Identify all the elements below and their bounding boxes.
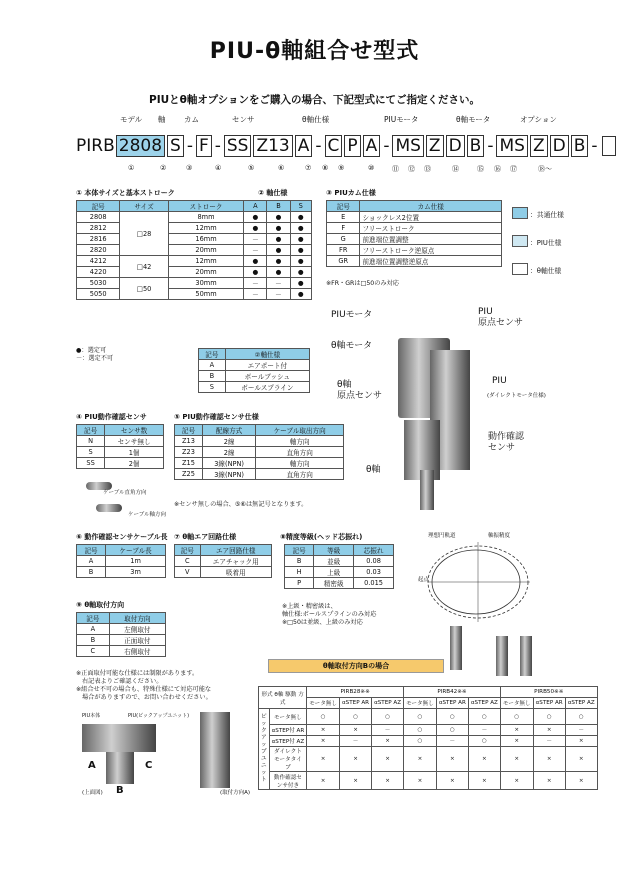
sec6-table: 記号 ケーブル長 A 1m B 3m bbox=[76, 544, 166, 578]
legend-photo-3 bbox=[520, 636, 532, 676]
runout-diagram bbox=[418, 530, 536, 626]
axis-spec-table: 記号 ②軸仕様 A エアポート付 B ボールブッシュ S ボールスプライン bbox=[198, 348, 310, 393]
sec8-title: ⑧精度等級(ヘッド芯振れ) bbox=[280, 533, 363, 541]
page-title: PIU-θ軸組合せ型式 bbox=[209, 39, 420, 64]
sec6-title: ⑥ 動作確認センサケーブル長 bbox=[76, 533, 168, 541]
sec9-notes: ※正面取付可能な仕様には制限があります。 右記表よりご確認ください。 ※組合せ不可の場合も、特殊仕様にて対応可能な 場合がありますので、お問い合わせください。 bbox=[76, 670, 212, 701]
sec1-title: ① 本体サイズと基本ストローク bbox=[76, 189, 175, 197]
subtitle: PIUとθ軸オプションをご購入の場合、下記型式にてご指定ください。 bbox=[149, 94, 480, 106]
sec-b-title: θ軸取付方向Bの場合 bbox=[268, 659, 444, 673]
sec-b-table: 形式 θ軸 駆動 方式 PIRB28※※ PIRB42※※ PIRB50※※ モータ無し αSTEP AR αSTEP AZ モータ無し αSTEP AR αSTEP AZ モータ無し αSTEP AR αSTEP AZ ピックアップユニット モータ無し ○ ○ ○ ○ ○ ○ ○ ○ ○ αSTEP付 AR × × － ○ ○ － × × － αSTEP付 AZ × － × ○ － ○ × － × ダイレクトモータタイプ × × × × × × × × × 動作確認センサ付き × × × × × × × × × bbox=[258, 686, 598, 790]
sec8-table: 記号 等級 芯振れ B 並級 0.08 H 上級 0.03 P 精密級 0.015 bbox=[284, 544, 394, 589]
legend-notes: ●：選定可 －：選定不可 bbox=[76, 347, 114, 362]
code-labels: モデル 軸 カム センサ θ軸仕様 PIUモータ θ軸モータ オプション bbox=[120, 115, 557, 124]
model-code: PIRB 2808 S - F - SS Z13 A - C P A - MS Z D B - MS Z D B - bbox=[76, 133, 616, 159]
option-box bbox=[602, 136, 616, 156]
sec7-table: 記号 エア回路仕様 C エアチャック用 V 吸着用 bbox=[174, 544, 272, 578]
legend-photo-2 bbox=[496, 636, 508, 676]
theta-shaft-image bbox=[420, 470, 434, 510]
sec3-table: 記号 カム仕様 E ショックレス2位置 F フリーストローク G 前進端位置調整 FR フリーストローク逆原点 GR 前進端位置調整逆原点 bbox=[326, 200, 502, 267]
legend-common bbox=[512, 207, 528, 219]
sec9-table: 記号 取付方向 A 左側取付 B 正面取付 C 右側取付 bbox=[76, 612, 166, 657]
sensor-image-2 bbox=[96, 504, 122, 512]
sec3-title: ③ PIUカム仕様 bbox=[326, 189, 376, 197]
mount-top-view bbox=[82, 724, 156, 752]
mount-bottom-view bbox=[106, 752, 134, 784]
legend-theta bbox=[512, 263, 528, 275]
sec5-table: 記号 配線方式 ケーブル取出方向 Z13 2線 軸方向 Z23 2線 直角方向 Z15 3線(NPN) 軸方向 Z25 3線(NPN) 直角方向 bbox=[174, 424, 344, 480]
sec4-title: ④ PIU動作確認センサ bbox=[76, 413, 147, 421]
circled-numbers: ① ② ③ ④ ⑤ ⑥ ⑦ ⑧ ⑨ ⑩ ⑪ ⑫ ⑬ ⑭ ⑮ ⑯ ⑰ ⑱～ bbox=[128, 164, 552, 173]
legend-photo-1 bbox=[450, 626, 462, 670]
sec2-title: ② 軸仕様 bbox=[258, 189, 288, 197]
sec5-title: ⑤ PIU動作確認センサ仕様 bbox=[174, 413, 259, 421]
sec9-title: ⑨ θ軸取付方向 bbox=[76, 601, 125, 609]
sec7-title: ⑦ θ軸エア回路仕様 bbox=[174, 533, 237, 541]
legend-piu bbox=[512, 235, 528, 247]
sec1-table: 記号 サイズ ストローク A B S 2808 □28 8mm ● ● ● 2812 12mm ● ● ● 2816 16mm － ● ● 2820 20mm － ● ● 4212 □42 12mm ● ● ● 4220 20mm ● ● ● 5030 □50 30mm － － ● 5050 50mm － － ● bbox=[76, 200, 312, 300]
mount-side-image bbox=[200, 712, 230, 788]
sec8-notes: ※上級・精密級は、 軸仕様:ボールスプラインのみ対応 ※□50は並級、上級のみ対応 bbox=[282, 603, 377, 626]
sec4-table: 記号 センサ数 N センサ無し S 1個 SS 2個 bbox=[76, 424, 164, 469]
